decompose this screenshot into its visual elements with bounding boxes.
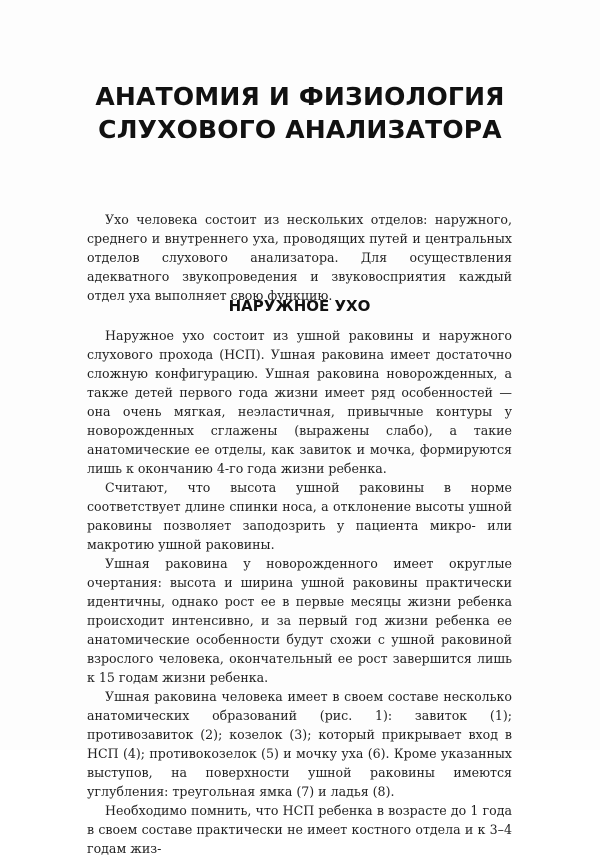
body-paragraph: Ушная раковина человека имеет в своем составе несколько анатомических образований (рис. 1): завиток (1); противозавиток (2); козелок (3); который прикрывает вход в НСП (4); противокозелок (5) и мочку уха (6). Кроме указанных выступов, на поверхности ушной раковины имеются углубления: треугольная ямка (7) и ладья (8). xyxy=(87,689,512,799)
body-paragraph: Необходимо помнить, что НСП ребенка в возрасте до 1 года в своем составе практически не имеет костного отдела и к 3–4 годам жиз- xyxy=(87,803,512,856)
body-paragraph: Ушная раковина у новорожденного имеет округлые очертания: высота и ширина ушной раковины практически идентичны, однако рост ее в первые месяцы жизни ребенка происходит интенсивно, и за первый год жизни ребенка ее анатомические особенности будут схожи с ушной раковиной взрослого человека, окончательный ее рост завершится лишь к 15 годам жизни ребенка. xyxy=(87,556,512,685)
chapter-title-line-1: АНАТОМИЯ И ФИЗИОЛОГИЯ xyxy=(95,82,505,111)
body-paragraph: Наружное ухо состоит из ушной раковины и наружного слухового прохода (НСП). Ушная раковина имеет достаточно сложную конфигурацию. Ушная раковина новорожденных, а также детей первого года жизни имеет ряд особенностей — она очень мягкая, неэластичная, привычные контуры у новорожденных сглажены (выражены слабо), а такие анатомические ее отделы, как завиток и мочка, формируются лишь к окончанию 4-го года жизни ребенка. xyxy=(87,328,512,476)
chapter-title-line-2: СЛУХОВОГО АНАЛИЗАТОРА xyxy=(98,115,502,144)
intro-paragraph: Ухо человека состоит из нескольких отделов: наружного, среднего и внутреннего уха, проводящих путей и центральных отделов слухового анализатора. Для осуществления адекватного звукопроведения и звуковосприятия каждый отдел уха выполняет свою функцию. xyxy=(87,212,512,303)
body-paragraph: Считают, что высота ушной раковины в норме соответствует длине спинки носа, а отклонение высоты ушной раковины позволяет заподозрить у пациента микро- или макротию ушной раковины. xyxy=(87,480,512,552)
intro-section xyxy=(87,210,512,305)
section-heading: НАРУЖНОЕ УХО xyxy=(228,297,371,315)
section-body xyxy=(87,326,512,858)
chapter-title xyxy=(60,80,540,146)
